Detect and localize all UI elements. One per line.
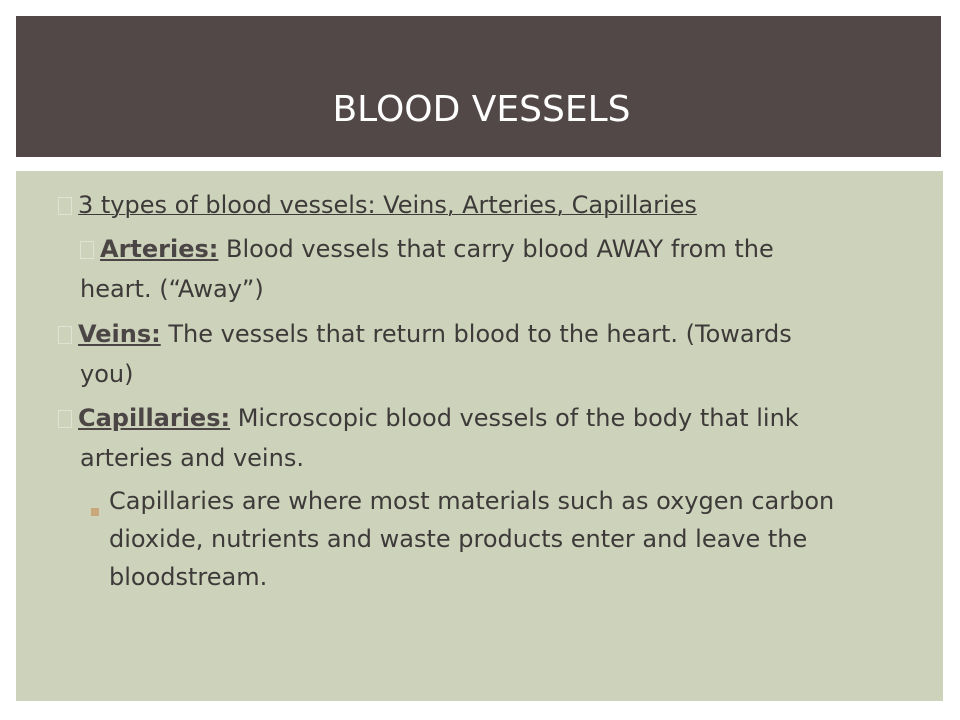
bullet-glyph-icon	[58, 326, 72, 344]
intro-text: 3 types of blood vessels: Veins, Arteries, Capillaries	[78, 191, 697, 219]
sub-bullet-line-2: dioxide, nutrients and waste products enter and leave the	[109, 525, 808, 553]
slide-title: BLOOD VESSELS	[332, 89, 631, 130]
veins-text-1: The vessels that return blood to the heart. (Towards	[160, 320, 792, 348]
arteries-term: Arteries:	[100, 235, 219, 263]
capillaries-text-1: Microscopic blood vessels of the body that link	[230, 404, 799, 432]
title-band	[16, 16, 941, 157]
veins-term: Veins:	[78, 320, 161, 348]
bullet-arteries	[80, 230, 774, 268]
arteries-text-1: Blood vessels that carry blood AWAY from the	[218, 235, 774, 263]
arteries-line-2: heart. (“Away”)	[80, 275, 264, 303]
capillaries-line-2: arteries and veins.	[80, 444, 304, 472]
veins-line-2: you)	[80, 360, 134, 388]
sub-bullet-line-3: bloodstream.	[109, 563, 268, 591]
bullet-glyph-icon	[80, 241, 94, 259]
bullet-glyph-icon	[58, 410, 72, 428]
bullet-capillaries	[58, 399, 799, 437]
capillaries-term: Capillaries:	[78, 404, 231, 432]
bullet-intro	[58, 186, 697, 224]
sub-bullet-line-1: Capillaries are where most materials such as oxygen carbon	[109, 487, 835, 515]
bullet-veins	[58, 315, 792, 353]
bullet-glyph-icon	[58, 197, 72, 215]
square-bullet-icon	[91, 508, 99, 516]
